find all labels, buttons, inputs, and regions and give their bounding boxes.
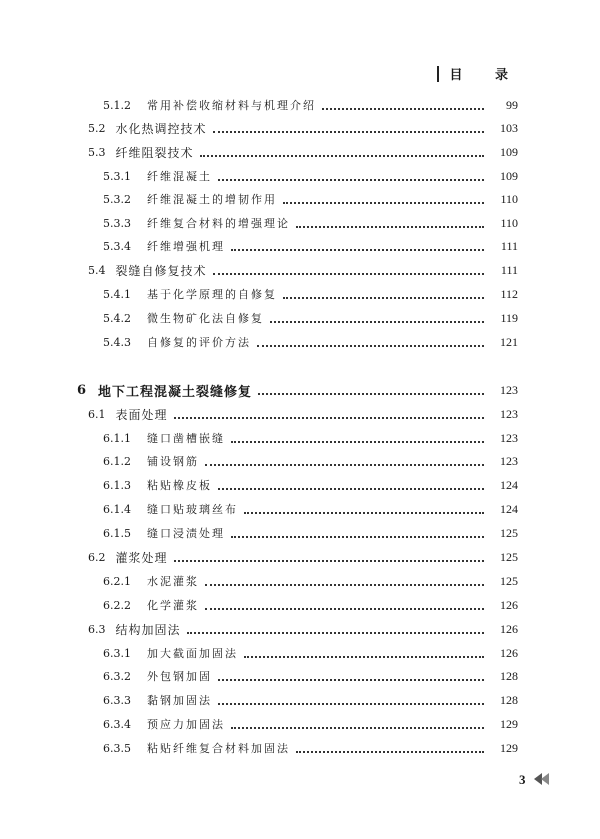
- section-title: 铺设钢筋: [147, 455, 199, 468]
- leader-dots: [231, 441, 484, 443]
- toc-entry: [0, 142, 600, 162]
- section-number: 6.3: [88, 622, 106, 636]
- leader-dots: [174, 560, 484, 562]
- section-title: 加大截面加固法: [147, 647, 238, 660]
- page-reference: 123: [500, 430, 518, 445]
- toc-entry: [0, 166, 600, 186]
- section-number: 6.3.1: [103, 646, 131, 660]
- section-title: 基于化学原理的自修复: [147, 288, 277, 301]
- toc-entry: [0, 380, 600, 400]
- section-number: 5.1.2: [103, 98, 131, 112]
- toc-entry: [0, 595, 600, 615]
- section-title: 微生物矿化法自修复: [147, 312, 264, 325]
- leader-dots: [283, 202, 484, 204]
- leader-dots: [174, 417, 484, 419]
- toc-entry: [0, 118, 600, 138]
- section-number: 6.3.5: [103, 741, 131, 755]
- header-divider: [437, 66, 439, 82]
- toc-entry: [0, 547, 600, 567]
- toc-entry: [0, 666, 600, 686]
- section-title: 纤维混凝土的增韧作用: [147, 193, 277, 206]
- leader-dots: [205, 584, 484, 586]
- section-number: 6.2: [88, 550, 106, 564]
- toc-entry: [0, 619, 600, 639]
- page-reference: 121: [500, 334, 518, 349]
- page-reference: 126: [500, 645, 518, 660]
- page-marker-icon: [532, 770, 550, 788]
- section-number: 5.3.3: [103, 216, 131, 230]
- toc-entry: [0, 189, 600, 209]
- leader-dots: [296, 751, 484, 753]
- leader-dots: [296, 226, 484, 228]
- toc-entry: [0, 523, 600, 543]
- toc-entry: [0, 475, 600, 495]
- page-reference: 103: [500, 120, 518, 135]
- section-number: 6.2.1: [103, 574, 131, 588]
- section-number: 6.3.2: [103, 669, 131, 683]
- leader-dots: [257, 345, 484, 347]
- section-title: 预应力加固法: [147, 718, 225, 731]
- leader-dots: [218, 703, 484, 705]
- section-number: 6.1.5: [103, 526, 131, 540]
- section-title: 粘贴橡皮板: [147, 479, 212, 492]
- section-title: 纤维阻裂技术: [115, 145, 194, 160]
- section-title: 缝口凿槽嵌缝: [147, 432, 225, 445]
- leader-dots: [270, 321, 484, 323]
- section-number: 5.4.3: [103, 335, 131, 349]
- page-reference: 109: [500, 168, 518, 183]
- page-reference: 128: [500, 692, 518, 707]
- page-number: 3: [519, 772, 526, 787]
- section-title: 缝口浸渍处理: [147, 527, 225, 540]
- section-number: 6.3.3: [103, 693, 131, 707]
- section-number: 6.1.3: [103, 478, 131, 492]
- page-reference: 126: [500, 597, 518, 612]
- section-number: 6.2.2: [103, 598, 131, 612]
- section-number: 5.3.2: [103, 192, 131, 206]
- section-title: 地下工程混凝土裂缝修复: [98, 384, 253, 400]
- toc-entry: [0, 428, 600, 448]
- section-number: 6.1.4: [103, 502, 131, 516]
- section-number: 5.3.4: [103, 239, 131, 253]
- page-reference: 125: [500, 525, 518, 540]
- section-title: 水泥灌浆: [147, 575, 199, 588]
- leader-dots: [231, 249, 484, 251]
- section-title: 水化热调控技术: [115, 121, 207, 136]
- page-reference: 123: [500, 382, 518, 397]
- page-reference: 111: [500, 262, 518, 277]
- toc-entry: [0, 690, 600, 710]
- page-reference: 124: [500, 501, 518, 516]
- page-reference: 111: [500, 238, 518, 253]
- section-title: 纤维混凝土: [147, 170, 212, 183]
- leader-dots: [283, 297, 484, 299]
- toc-entry: [0, 95, 600, 115]
- page-reference: 129: [500, 716, 518, 731]
- leader-dots: [218, 488, 484, 490]
- section-title: 纤维复合材料的增强理论: [147, 217, 290, 230]
- page-reference: 123: [500, 453, 518, 468]
- section-title: 裂缝自修复技术: [115, 263, 207, 278]
- section-number: 6.1.2: [103, 454, 131, 468]
- toc-entry: [0, 308, 600, 328]
- page-title: 目 录: [449, 68, 522, 83]
- page-reference: 124: [500, 477, 518, 492]
- toc-entry: [0, 260, 600, 280]
- leader-dots: [322, 108, 484, 110]
- section-title: 纤维增强机理: [147, 240, 225, 253]
- section-number: 5.4.2: [103, 311, 131, 325]
- section-number: 5.2: [88, 121, 106, 135]
- section-title: 化学灌浆: [147, 599, 199, 612]
- toc-entry: [0, 236, 600, 256]
- page-reference: 125: [500, 549, 518, 564]
- leader-dots: [218, 679, 484, 681]
- toc-entry: [0, 499, 600, 519]
- toc-entry: [0, 738, 600, 758]
- section-number: 6.3.4: [103, 717, 131, 731]
- page-reference: 99: [506, 97, 518, 112]
- page-reference: 126: [500, 621, 518, 636]
- leader-dots: [244, 512, 484, 514]
- leader-dots: [231, 536, 484, 538]
- leader-dots: [258, 393, 484, 395]
- section-number: 5.4.1: [103, 287, 131, 301]
- section-number: 5.3.1: [103, 169, 131, 183]
- leader-dots: [205, 608, 484, 610]
- section-number: 6.1: [88, 407, 106, 421]
- page-reference: 109: [500, 144, 518, 159]
- leader-dots: [205, 464, 484, 466]
- section-title: 外包钢加固: [147, 670, 212, 683]
- section-title: 缝口贴玻璃丝布: [147, 503, 238, 516]
- section-title: 常用补偿收缩材料与机理介绍: [147, 99, 316, 112]
- toc-entry: [0, 571, 600, 591]
- toc-entry: [0, 284, 600, 304]
- section-title: 黏钢加固法: [147, 694, 212, 707]
- section-number: 6.1.1: [103, 431, 131, 445]
- page-reference: 110: [500, 215, 518, 230]
- page-reference: 123: [500, 406, 518, 421]
- section-title: 结构加固法: [115, 622, 181, 637]
- leader-dots: [231, 727, 484, 729]
- leader-dots: [213, 273, 484, 275]
- leader-dots: [218, 179, 484, 181]
- toc-entry: [0, 404, 600, 424]
- section-title: 表面处理: [115, 407, 168, 422]
- section-title: 粘贴纤维复合材料加固法: [147, 742, 290, 755]
- page-reference: 119: [500, 310, 518, 325]
- page-reference: 129: [500, 740, 518, 755]
- toc-entry: [0, 451, 600, 471]
- section-title: 灌浆处理: [115, 550, 168, 565]
- page-reference: 128: [500, 668, 518, 683]
- page-header: [437, 64, 522, 83]
- page-reference: 110: [500, 191, 518, 206]
- leader-dots: [187, 632, 484, 634]
- leader-dots: [200, 155, 484, 157]
- toc-entry: [0, 332, 600, 352]
- section-number: 5.3: [88, 145, 106, 159]
- toc-entry: [0, 714, 600, 734]
- toc-entry: [0, 643, 600, 663]
- leader-dots: [244, 656, 484, 658]
- section-number: 6: [77, 382, 87, 398]
- leader-dots: [213, 131, 484, 133]
- section-number: 5.4: [88, 263, 106, 277]
- section-title: 自修复的评价方法: [147, 336, 251, 349]
- page-reference: 125: [500, 573, 518, 588]
- toc-entry: [0, 213, 600, 233]
- page-reference: 112: [500, 286, 518, 301]
